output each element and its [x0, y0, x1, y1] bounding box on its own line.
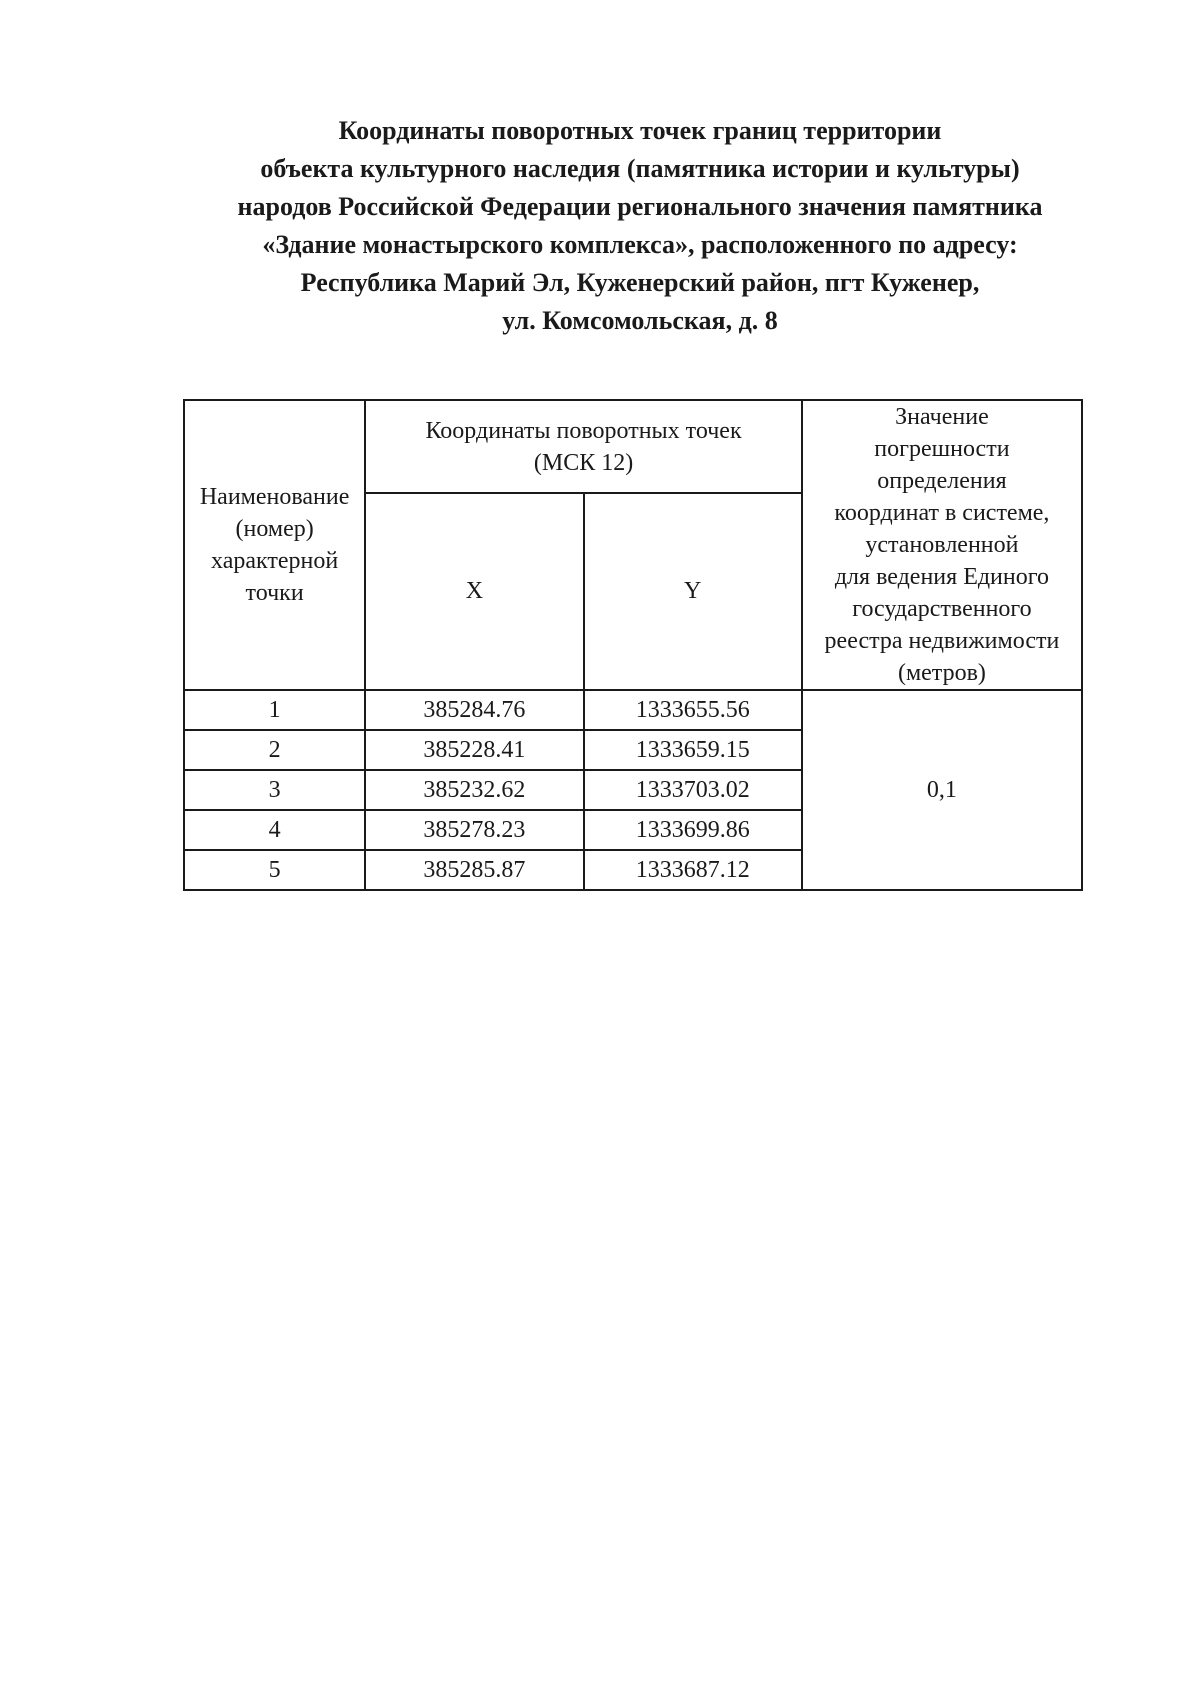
header-text: погрешности [874, 436, 1010, 462]
header-text: Наименование [199, 484, 350, 510]
header-text: (МСК 12) [533, 449, 634, 476]
header-text: реестра недвижимости [824, 628, 1060, 654]
y-coordinate: 1333659.15 [584, 730, 802, 770]
header-coordinates [365, 400, 802, 493]
document-title [130, 112, 1150, 340]
header-point-name [184, 400, 365, 690]
x-coordinate: 385284.76 [365, 690, 583, 730]
y-coordinate: 1333703.02 [584, 770, 802, 810]
y-coordinate: 1333655.56 [584, 690, 802, 730]
title-line: Координаты поворотных точек границ территории [338, 116, 942, 145]
header-text: точки [245, 580, 304, 606]
header-accuracy [802, 400, 1082, 690]
title-line: народов Российской Федерации регионального значения памятника [237, 192, 1043, 221]
title-line: «Здание монастырского комплекса», расположенного по адресу: [262, 230, 1018, 259]
x-coordinate: 385285.87 [365, 850, 583, 890]
point-number: 5 [184, 850, 365, 890]
accuracy-value: 0,1 [802, 690, 1082, 890]
y-coordinate: 1333699.86 [584, 810, 802, 850]
point-number: 1 [184, 690, 365, 730]
table-row [184, 690, 1082, 730]
header-text: определения [877, 468, 1007, 494]
x-coordinate: 385228.41 [365, 730, 583, 770]
header-text: (метров) [897, 660, 986, 686]
point-number: 3 [184, 770, 365, 810]
point-number: 2 [184, 730, 365, 770]
point-number: 4 [184, 810, 365, 850]
title-line: Республика Марий Эл, Куженерский район, пгт Куженер, [300, 268, 980, 297]
header-text: установленной [865, 532, 1019, 558]
header-x: X [365, 493, 583, 690]
header-text: для ведения Единого [834, 564, 1049, 590]
header-text: государственного [852, 596, 1032, 622]
header-y: Y [584, 493, 802, 690]
header-text: Значение [895, 404, 989, 430]
title-line: ул. Комсомольская, д. 8 [502, 306, 778, 335]
header-text: (номер) [235, 516, 314, 542]
x-coordinate: 385232.62 [365, 770, 583, 810]
y-coordinate: 1333687.12 [584, 850, 802, 890]
coordinates-table [183, 399, 1083, 891]
header-text: Координаты поворотных точек [425, 417, 742, 444]
title-line: объекта культурного наследия (памятника истории и культуры) [260, 154, 1020, 183]
header-text: координат в системе, [834, 500, 1050, 526]
x-coordinate: 385278.23 [365, 810, 583, 850]
header-text: характерной [211, 548, 339, 574]
